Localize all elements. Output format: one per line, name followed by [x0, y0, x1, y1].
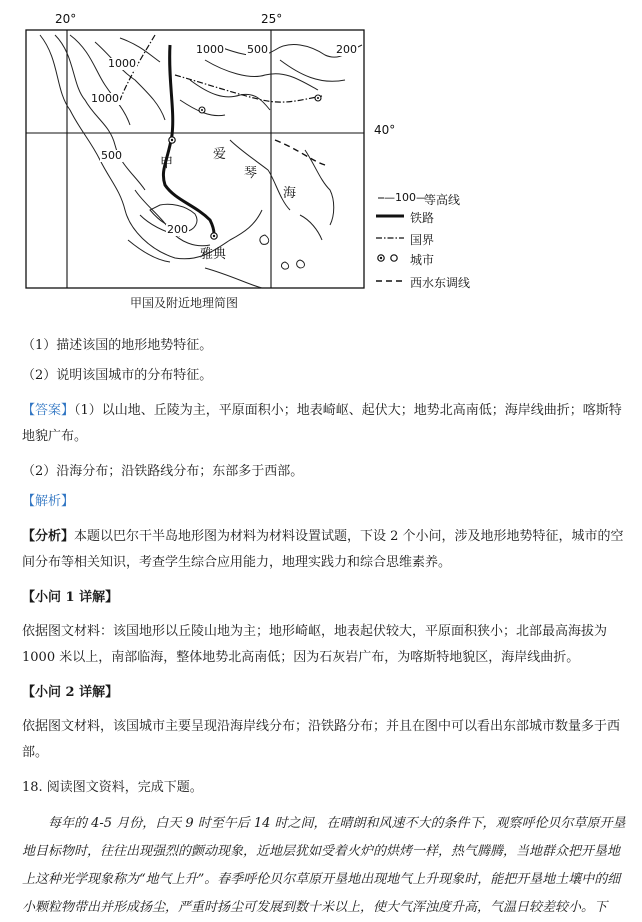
sub-question-2-tag: 【小问 2 详解】: [22, 685, 119, 700]
document-body: [22, 338, 628, 922]
answer-tag: 【答案】: [22, 403, 75, 418]
analysis-tag: 【解析】: [22, 494, 75, 509]
place-label-jia: 甲: [160, 156, 174, 171]
place-label-athens: 雅典: [200, 247, 227, 262]
map-drawing: [0, 0, 642, 300]
answer-1-text: （1）以山地、丘陵为主，平原面积小；地表崎岖、起伏大；地势北高南低；海岸线曲折；喀斯特地貌广布。: [22, 403, 622, 444]
lat-label-40: 40°: [374, 123, 396, 137]
question-1: （1）描述该国的地形地势特征。: [22, 338, 213, 353]
city-icon: [378, 255, 397, 261]
water-transfer-line: [275, 140, 325, 165]
fenxi-text: 本题以巴尔干半岛地形图为材料为材料设置试题，下设 2 个小问，涉及地形地势特征，城市的空间分布等相关知识，考查学生综合应用能力，地理实践力和综合思维素养。: [22, 529, 624, 570]
legend-city-label: 城市: [410, 253, 435, 267]
fenxi-tag: 【分析】: [22, 529, 75, 544]
answer-2: （2）沿海分布；沿铁路线分布；东部多于西部。: [22, 464, 304, 479]
map-figure: [0, 0, 642, 330]
sub-question-1-text: 依据图文材料：该国地形以丘陵山地为主；地形崎岖，地表起伏较大，平原面积狭小；北部最高海拔为 1000 米以上，南部临海，整体地势北高南低；因为石灰岩广布，为喀斯特地貌区，海岸线曲折。: [22, 624, 608, 665]
legend-border-label: 国界: [410, 233, 435, 247]
place-label-aiqin: 爱: [213, 147, 227, 162]
legend-railway-label: 铁路: [410, 211, 435, 225]
place-label-hai: 海: [283, 186, 297, 201]
legend-water-transfer-label: 西水东调线: [410, 276, 471, 290]
contour-label: 200: [336, 43, 357, 56]
contour-label: 500: [101, 149, 122, 162]
map-caption: 甲国及附近地理简图: [130, 296, 239, 310]
question-18: 18. 阅读图文资料，完成下题。: [22, 780, 203, 795]
map-frame: [26, 30, 364, 288]
legend-contour-label: 等高线: [424, 193, 461, 207]
answer-1: [22, 398, 628, 450]
question-18-material: 每年的 4-5 月份，白天 9 时至午后 14 时之间，在晴朗和风速不大的条件下，观察呼伦贝尔草原开垦地目标物时，往往出现强烈的颤动现象，近地层犹如受着火炉的烘烤一样，热气腾腾，当地群众把开垦地上这种光学现象称为“地气上升”。春季呼伦贝尔草原开垦地出现地气上升现象时，能把开垦地土壤中的细小颗粒物带出并形成扬尘，严重时扬尘可发展到数十米以上，使大气浑浊度升高，气温日较差较小。下: [22, 816, 626, 915]
sub-question-2-text: 依据图文材料，该国城市主要呈现沿海岸线分布；沿铁路分布；并且在图中可以看出东部城市数量多于西部。: [22, 719, 621, 760]
contour-label: 1000: [91, 92, 119, 105]
lon-label-20: 20°: [55, 12, 77, 26]
legend-contour-prefix: —100—: [384, 191, 427, 204]
sub-question-1-tag: 【小问 1 详解】: [22, 590, 119, 605]
place-label-qin: 琴: [244, 166, 258, 181]
contour-label: 200: [167, 223, 188, 236]
contour-label: 1000: [108, 57, 136, 70]
contour-label: 1000: [196, 43, 224, 56]
analysis-paragraph: [22, 524, 628, 576]
question-2: （2）说明该国城市的分布特征。: [22, 368, 213, 383]
lon-label-25: 25°: [261, 12, 283, 26]
contour-label: 500: [247, 43, 268, 56]
